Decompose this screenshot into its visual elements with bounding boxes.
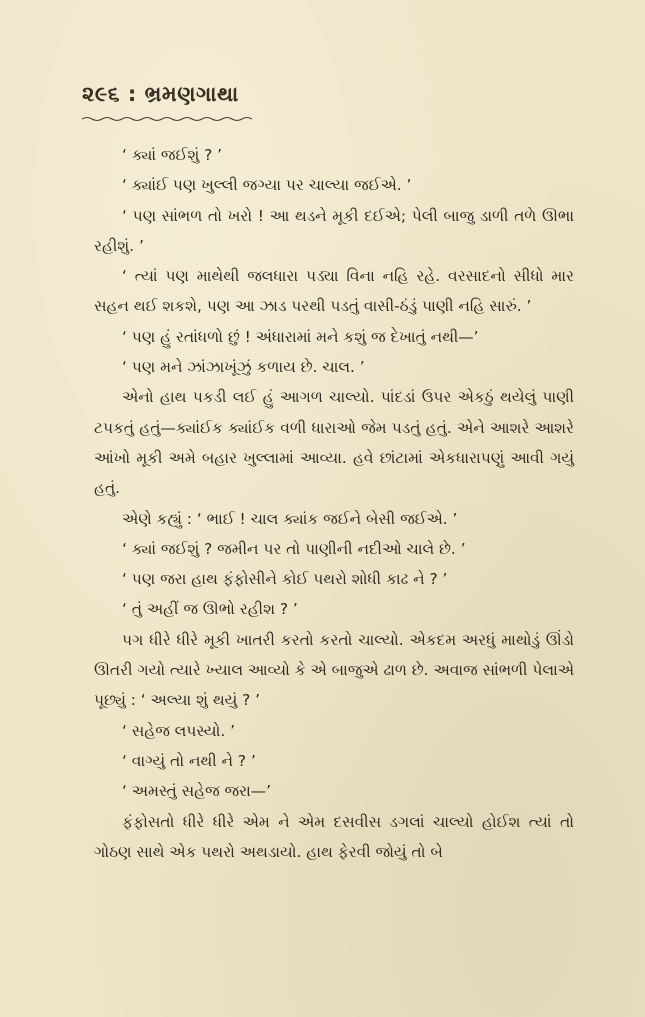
paragraph: ‘ પણ મને ઝાંઝાખૂંઝું કળાય છે. ચાલ. ’ (122, 358, 365, 377)
paragraph: ‘ ક્યાંઈ પણ ખુલ્લી જગ્યા પર ચાલ્યા જઈએ. ’ (122, 176, 412, 195)
paragraph: ‘ સહેજ લપસ્યો. ’ (122, 721, 236, 740)
header-separator: : (127, 82, 137, 106)
paragraph: ‘ ક્યાં જઈશું ? ’ (122, 146, 223, 164)
book-title: ભ્રમણગાથા (144, 82, 239, 106)
paragraph: ‘ પણ જરા હાથ ફંફોસીને કોઈ પથરો શોધી કાઢ ને ? ’ (122, 570, 448, 589)
body-text (94, 140, 574, 867)
paragraph: પગ ધીરે ધીરે મૂકી ખાતરી કરતો કરતો ચાલ્યો. એકદમ અરધું માથોડું ઊંડો ઊતરી ગયો ત્યારે ખ્યાલ આવ્યો કે એ બાજુએ ઢાળ છે. અવાજ સાંભળી પેલાએ પૂછ્યું : ‘ અલ્યા શું થયું ? ’ (94, 630, 574, 710)
paragraph: ‘ પણ હું રતાંધળો છું ! અંધારામાં મને કશું જ દેખાતું નથી—’ (122, 327, 479, 346)
paragraph: ‘ વાગ્યું તો નથી ને ? ’ (122, 751, 256, 770)
paragraph: ‘ પણ સાંભળ તો ખરો ! આ થડને મૂકી દઈએ; પેલી બાજુ ડાળી તળે ઊભા રહીશું. ’ (94, 206, 574, 255)
page-number: ૨૯૬ (82, 82, 121, 106)
paragraph: ‘ અમસ્તું સહેજ જરા—’ (122, 782, 272, 801)
paragraph: ‘ તું અહીં જ ઊભો રહીશ ? ’ (122, 600, 298, 619)
paragraph: એનો હાથ પકડી લઈ હું આગળ ચાલ્યો. પાંદડાં ઉપર એકઠું થયેલું પાણી ટપકતું હતું—ક્યાંઈક ક્યાંઈક વળી ધારાઓ જેમ પડતું હતું. એને આશરે આશરે આંખો મૂકી અમે બહાર ખુલ્લામાં આવ્યા. હવે છાંટામાં એકધારાપણું આવી ગયું હતું. (94, 388, 574, 498)
paragraph: ‘ ત્યાં પણ માથેથી જલધારા પડ્યા વિના નહિ રહે. વરસાદનો સીધો માર સહન થઈ શકશે, પણ આ ઝાડ પરથી પડતું વાસી-ઠંડું પાણી નહિ સારું. ’ (94, 267, 574, 316)
paragraph: ‘ ક્યાં જઈશું ? જમીન પર તો પાણીની નદીઓ ચાલે છે. ’ (122, 539, 466, 558)
header-wavy-rule (82, 116, 252, 122)
paragraph: ફંફોસતો ધીરે ધીરે એમ ને એમ દસવીસ ડગલાં ચાલ્યો હોઈશ ત્યાં તો ગોઠણ સાથે એક પથરો અથડાયો. હાથ ફેરવી જોયું તો બે (94, 812, 574, 861)
running-header (82, 82, 239, 107)
paragraph: એણે કહ્યું : ‘ ભાઈ ! ચાલ ક્યાંક જઈને બેસી જઈએ. ’ (122, 509, 458, 528)
